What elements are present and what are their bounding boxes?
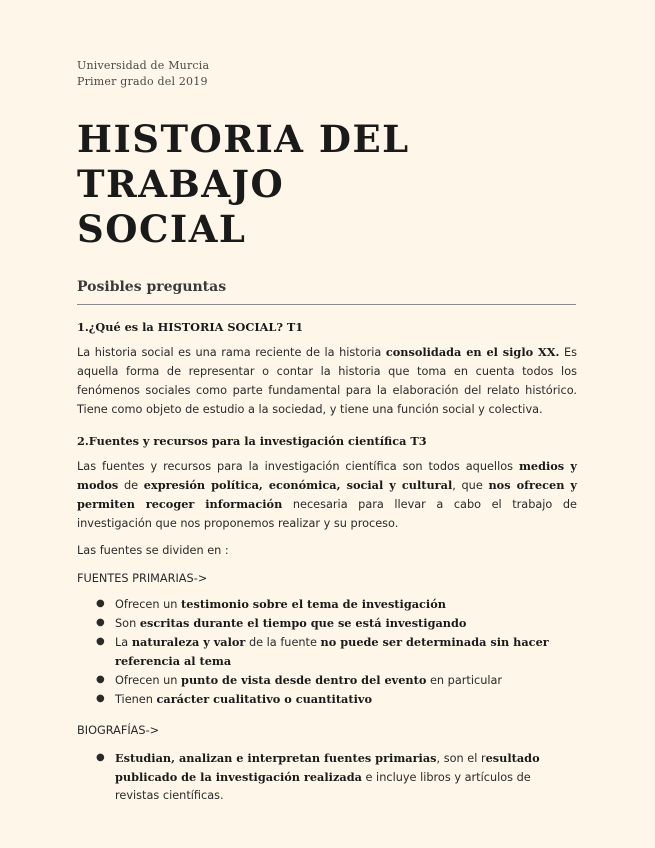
list-item <box>77 749 577 805</box>
text-run: de la fuente <box>245 636 321 649</box>
bold-run: expresión política, económica, social y cultural <box>143 478 453 492</box>
bold-run: no puede ser determinada sin hacer referencia al tema <box>115 635 549 668</box>
bold-run: naturaleza y valor <box>131 635 246 649</box>
sources-divide-text: Las fuentes se dividen en : <box>77 544 229 557</box>
text-run: , que <box>452 479 489 492</box>
bullet-icon: ● <box>96 636 105 647</box>
bold-run: esultado publicado de la investigación realizada <box>115 751 540 784</box>
text-run: necesaria para llevar a cabo el trabajo de investigación que nos proponemos realizar y su proceso. <box>77 498 577 530</box>
bullet-icon: ● <box>96 598 105 609</box>
bullet-icon: ● <box>96 617 105 628</box>
bold-run: nos ofrecen y permiten recoger información <box>77 478 577 511</box>
bullet-icon: ● <box>96 693 105 704</box>
text-run: La <box>115 636 132 649</box>
bold-run: punto de vista desde dentro del evento <box>181 673 427 687</box>
text-run: Son <box>115 617 140 630</box>
question-2-heading: 2.Fuentes y recursos para la investigación científica T3 <box>77 434 427 448</box>
biographies-list <box>77 749 577 805</box>
document-page <box>77 58 577 805</box>
list-item <box>77 633 577 671</box>
bold-run: carácter cualitativo o cuantitativo <box>156 692 372 706</box>
list-item <box>77 671 577 690</box>
university-name: Universidad de Murcia <box>77 59 210 72</box>
question-2-paragraph <box>77 457 577 533</box>
document-title <box>77 117 577 252</box>
title-line-2: SOCIAL <box>77 207 247 251</box>
bold-run: consolidada en el siglo XX. <box>385 345 560 359</box>
list-item <box>77 690 577 709</box>
text-run: , son el r <box>436 752 486 765</box>
text-run: Es aquella forma de representar o contar la historia que toma en cuenta todos los fenómenos sociales como parte fundamental para la elaboración del relato histórico. Tiene como objeto de estudio a la sociedad, y tiene una función social y colectiva. <box>77 346 577 416</box>
text-run: La historia social es una rama reciente de la historia <box>77 346 386 359</box>
question-1-heading: 1.¿Qué es la HISTORIA SOCIAL? T1 <box>77 320 304 334</box>
course-label: Primer grado del 2019 <box>77 75 208 88</box>
text-run: Tienen <box>115 693 157 706</box>
list-item <box>77 595 577 614</box>
bullet-icon: ● <box>96 674 105 685</box>
bold-run: Estudian, analizan e interpretan fuentes primarias <box>115 751 437 765</box>
bold-run: escritas durante el tiempo que se está investigando <box>139 616 467 630</box>
text-run: en particular <box>426 674 503 687</box>
text-run: Ofrecen un <box>115 674 182 687</box>
primary-sources-label: FUENTES PRIMARIAS-> <box>77 572 208 585</box>
list-item <box>77 614 577 633</box>
text-run: de <box>118 479 144 492</box>
bold-run: testimonio sobre el tema de investigación <box>181 597 446 611</box>
text-run: e incluye libros y artículos de revistas científicas. <box>115 771 531 802</box>
primary-sources-list <box>77 595 577 709</box>
title-line-1: HISTORIA DEL TRABAJO <box>77 117 410 206</box>
horizontal-rule <box>77 304 576 305</box>
biographies-label: BIOGRAFÍAS-> <box>77 724 160 737</box>
text-run: Las fuentes y recursos para la investigación científica son todos aquellos <box>77 460 519 473</box>
text-run: Ofrecen un <box>115 598 182 611</box>
bullet-icon: ● <box>96 752 105 763</box>
bold-run: medios y modos <box>77 459 577 492</box>
section-subtitle: Posibles preguntas <box>77 279 227 295</box>
question-1-paragraph <box>77 343 577 419</box>
